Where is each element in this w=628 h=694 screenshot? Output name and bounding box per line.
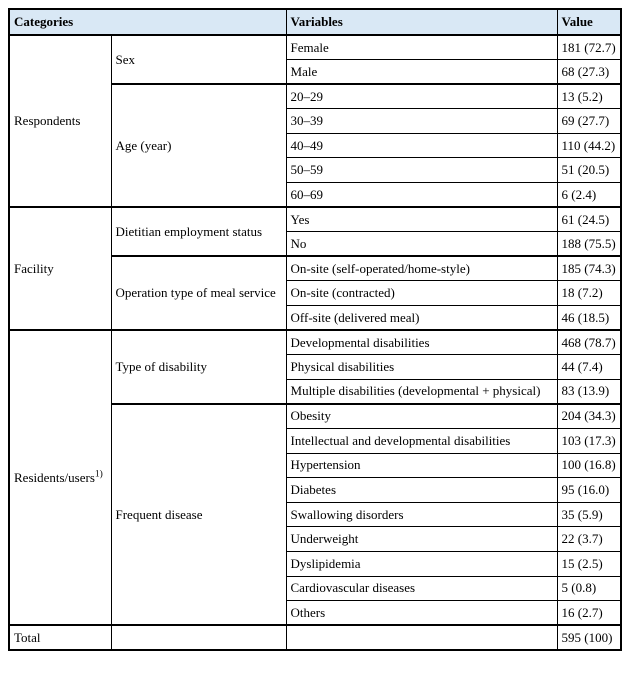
category-cell: [9, 35, 111, 207]
variable-cell: Hypertension: [286, 453, 557, 478]
value-cell: 181 (72.7): [557, 35, 621, 60]
value-cell: 95 (16.0): [557, 478, 621, 503]
value-cell: 18 (7.2): [557, 281, 621, 306]
category-label: Respondents: [14, 113, 81, 129]
variable-cell: Yes: [286, 207, 557, 232]
variable-group-cell: Frequent disease: [111, 404, 286, 625]
value-cell: 110 (44.2): [557, 133, 621, 158]
value-cell: 468 (78.7): [557, 330, 621, 355]
variable-group-cell: Age (year): [111, 84, 286, 207]
variable-cell: 30–39: [286, 109, 557, 134]
variable-cell: Off-site (delivered meal): [286, 306, 557, 331]
value-cell: 22 (3.7): [557, 527, 621, 552]
variable-cell: 20–29: [286, 84, 557, 109]
value-cell: 13 (5.2): [557, 84, 621, 109]
variable-cell: Male: [286, 60, 557, 85]
table-row: [9, 330, 621, 355]
category-label: Facility: [14, 260, 54, 276]
value-cell: 100 (16.8): [557, 453, 621, 478]
variable-cell: On-site (contracted): [286, 281, 557, 306]
category-cell: [9, 207, 111, 330]
variable-cell: Others: [286, 601, 557, 626]
variable-cell: Cardiovascular diseases: [286, 576, 557, 601]
header-row: [9, 9, 621, 35]
table-row: [9, 207, 621, 232]
header-value: Value: [557, 9, 621, 35]
category-label: Residents/users: [14, 469, 95, 485]
variable-cell: No: [286, 232, 557, 257]
value-cell: 44 (7.4): [557, 355, 621, 380]
value-cell: 185 (74.3): [557, 256, 621, 281]
value-cell: 103 (17.3): [557, 429, 621, 454]
total-empty-variable-group-cell: [111, 625, 286, 650]
variable-cell: 50–59: [286, 158, 557, 183]
header-categories: Categories: [9, 9, 286, 35]
variable-cell: Intellectual and developmental disabilities: [286, 429, 557, 454]
category-cell: [9, 330, 111, 625]
variable-cell: 40–49: [286, 133, 557, 158]
total-value-cell: 595 (100): [557, 625, 621, 650]
value-cell: 46 (18.5): [557, 306, 621, 331]
variable-cell: Diabetes: [286, 478, 557, 503]
table-header: [9, 9, 621, 35]
value-cell: 188 (75.5): [557, 232, 621, 257]
value-cell: 69 (27.7): [557, 109, 621, 134]
value-cell: 15 (2.5): [557, 551, 621, 576]
variable-cell: Multiple disabilities (developmental + physical): [286, 379, 557, 404]
value-cell: 35 (5.9): [557, 502, 621, 527]
value-cell: 6 (2.4): [557, 183, 621, 208]
table-row: [9, 35, 621, 60]
variable-cell: On-site (self-operated/home-style): [286, 256, 557, 281]
value-cell: 5 (0.8): [557, 576, 621, 601]
total-label-cell: Total: [9, 625, 111, 650]
summary-table: [8, 8, 622, 651]
variable-cell: Female: [286, 35, 557, 60]
table-body: [9, 35, 621, 650]
value-cell: 83 (13.9): [557, 379, 621, 404]
value-cell: 51 (20.5): [557, 158, 621, 183]
total-row: [9, 625, 621, 650]
variable-cell: Physical disabilities: [286, 355, 557, 380]
variable-group-cell: Dietitian employment status: [111, 207, 286, 256]
variable-cell: Underweight: [286, 527, 557, 552]
value-cell: 68 (27.3): [557, 60, 621, 85]
variable-cell: Dyslipidemia: [286, 551, 557, 576]
total-empty-variable-cell: [286, 625, 557, 650]
value-cell: 16 (2.7): [557, 601, 621, 626]
footnote-marker: 1): [94, 469, 103, 480]
variable-cell: 60–69: [286, 183, 557, 208]
variable-cell: Swallowing disorders: [286, 502, 557, 527]
value-cell: 61 (24.5): [557, 207, 621, 232]
variable-group-cell: Type of disability: [111, 330, 286, 404]
variable-group-cell: Sex: [111, 35, 286, 84]
value-cell: 204 (34.3): [557, 404, 621, 429]
header-variables: Variables: [286, 9, 557, 35]
variable-cell: Developmental disabilities: [286, 330, 557, 355]
variable-cell: Obesity: [286, 404, 557, 429]
variable-group-cell: Operation type of meal service: [111, 256, 286, 330]
